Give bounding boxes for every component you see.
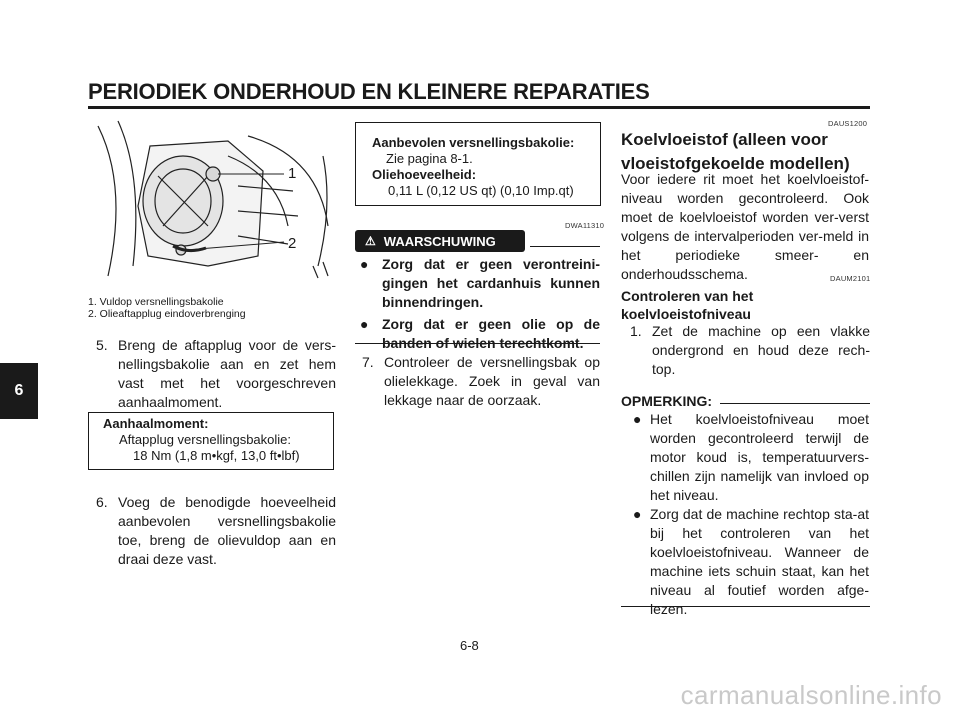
note-rule <box>720 403 870 404</box>
step-text: Zet de machine op een vlakke ondergrond en houd deze rech-top. <box>652 323 870 377</box>
note-end-rule <box>621 606 870 607</box>
step-number: 7. <box>362 354 374 370</box>
bullet-icon: ● <box>360 316 369 332</box>
warning-bullet-text: Zorg dat er geen olie op de banden of wielen terechtkomt. <box>382 316 600 351</box>
oil-quantity-title: Oliehoeveelheid: <box>372 167 477 182</box>
page-title: PERIODIEK ONDERHOUD EN KLEINERE REPARATIES <box>88 79 650 104</box>
warning-rule <box>530 246 600 247</box>
step-number: 5. <box>96 337 108 353</box>
step-7 <box>362 353 600 413</box>
gearbox-figure <box>88 116 338 294</box>
oil-type-value: Zie pagina 8-1. <box>386 151 473 166</box>
step-number: 1. <box>630 323 642 339</box>
callout-1: 1 <box>288 165 297 182</box>
torque-title: Aanhaalmoment: <box>103 416 209 431</box>
bullet-icon: ● <box>633 411 642 427</box>
gearbox-illustration <box>88 116 338 294</box>
caption-line: 1. Vuldop versnellingsbakolie <box>88 296 224 308</box>
callout-2: 2 <box>288 235 297 252</box>
section-intro: Voor iedere rit moet het koelvloeistof-niveau worden gecontroleerd. Ook moet de koelvloeistof worden ver-verst volgens de intervalperioden ver-meld in het periodieke smeer- en onderhoudsschema. <box>621 171 869 282</box>
section-code: DAUS1200 <box>828 119 868 128</box>
note-bullet-text: Het koelvloeistofniveau moet worden gecontroleerd terwijl de motor koud is, temperatuurvers-chillen zijn namelijk van invloed op het niveau. <box>650 411 869 503</box>
bullet-icon: ● <box>633 506 642 522</box>
caption-line: 2. Olieaftapplug eindoverbrenging <box>88 308 246 320</box>
step-text: Controleer de versnellingsbak op olielekkage. Zoek in geval van lekkage naar de oorzaak. <box>384 354 600 408</box>
watermark: carmanualsonline.info <box>680 680 942 710</box>
warning-code: DWA11310 <box>565 221 605 230</box>
chapter-tab: 6 <box>0 363 38 419</box>
subsection-heading: Controleren van het koelvloeistofniveau <box>621 288 754 322</box>
figure-caption <box>88 296 246 320</box>
section-heading: Koelvloeistof (alleen voor vloeistofgekoelde modellen) <box>621 130 850 173</box>
title-rule <box>88 106 870 109</box>
oil-quantity-value: 0,11 L (0,12 US qt) (0,10 Imp.qt) <box>388 183 574 198</box>
warning-bullet-text: Zorg dat er geen verontreini-gingen het cardanhuis kunnen binnendringen. <box>382 256 600 310</box>
warning-triangle-icon: ⚠ <box>365 234 376 248</box>
warning-end-rule <box>355 343 600 344</box>
oil-spec-box <box>355 122 601 206</box>
step-6 <box>96 493 336 569</box>
torque-value: 18 Nm (1,8 m•kgf, 13,0 ft•lbf) <box>133 448 300 463</box>
step-number: 6. <box>96 494 108 510</box>
step-text: Voeg de benodigde hoeveelheid aanbevolen versnellingsbakolie toe, breng de olievuldop aan en draai deze vast. <box>118 494 336 567</box>
step-5 <box>96 336 336 412</box>
torque-item: Aftapplug versnellingsbakolie: <box>119 432 291 447</box>
step-1 <box>630 322 870 380</box>
step-text: Breng de aftapplug voor de vers-nellingsbakolie aan en zet hem vast met het voorgeschreven aanhaalmoment. <box>118 337 336 410</box>
bullet-icon: ● <box>360 256 369 272</box>
oil-type-title: Aanbevolen versnellingsbakolie: <box>372 135 575 150</box>
warning-badge <box>355 230 525 252</box>
note-bullet-text: Zorg dat de machine rechtop sta-at bij het controleren van het koelvloeistofniveau. Wanneer de machine iets schuin staat, kan het niveau al foutief worden afge-lezen. <box>650 506 869 617</box>
page-number: 6-8 <box>460 638 479 653</box>
note-label: OPMERKING: <box>621 393 712 409</box>
torque-spec-box <box>88 412 334 470</box>
warning-label: WAARSCHUWING <box>383 233 496 249</box>
subsection-code: DAUM2101 <box>830 274 871 283</box>
